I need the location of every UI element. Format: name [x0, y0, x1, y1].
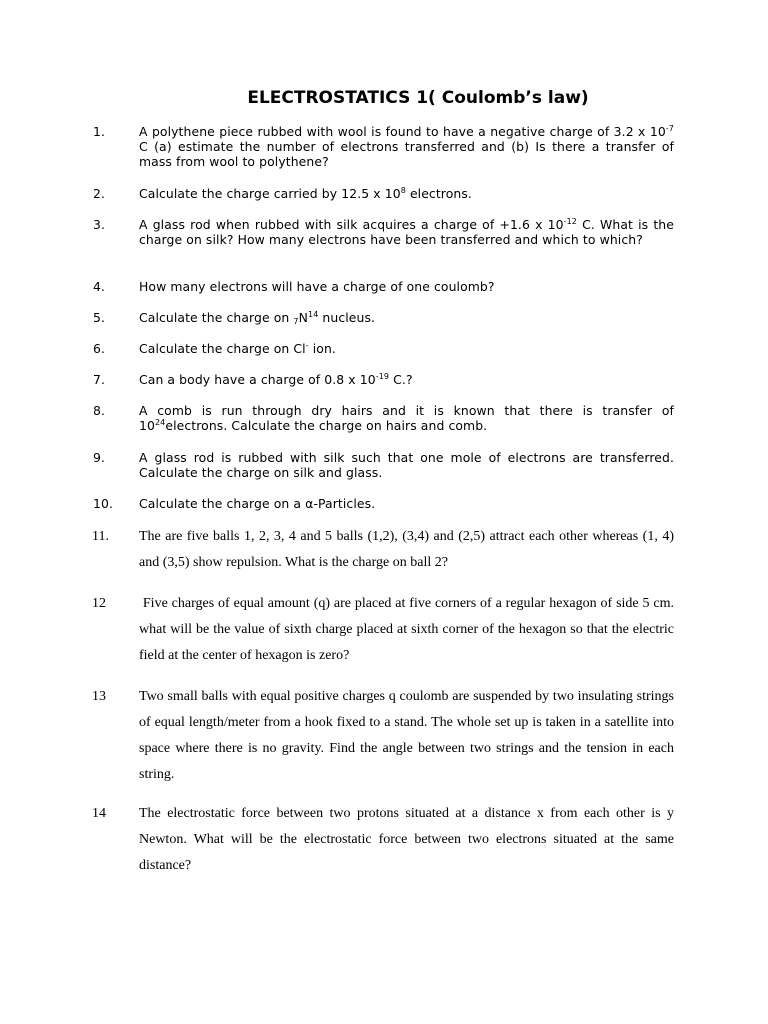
question-number: 5.: [93, 310, 106, 325]
question-number: 13: [92, 689, 106, 704]
question-text: Can a body have a charge of 0.8 x $10^{-19}$ C.?: [139, 372, 413, 387]
question-number: 10.: [93, 496, 114, 511]
question-number: 6.: [93, 341, 106, 356]
question-text: Five charges of equal amount (q) are placed at five corners of a regular hexagon of side 5 cm. what will be the value of sixth charge placed at sixth corner of the hexagon so that the electric field at the center of hexagon is zero?: [139, 596, 678, 663]
question-text: A polythene piece rubbed with wool is found to have a negative charge of 3.2 x $10^{-7}$ C (a) estimate the number of electrons transferred and (b) Is there a transfer of mass from wool to polythene?: [139, 124, 674, 169]
question-number: 2.: [93, 186, 106, 201]
question-text: Calculate the charge carried by 12.5 x $10^8$ electrons.: [139, 186, 472, 201]
question-number: 7.: [93, 372, 106, 387]
question-text: Calculate the charge on Cl- ion.: [139, 341, 336, 356]
question-number: 1.: [93, 124, 106, 139]
question-text: Calculate the charge on $_7N^{14}$ nucleus.: [139, 310, 376, 326]
question-text: The electrostatic force between two protons situated at a distance x from each other is y Newton. What will be the electrostatic force between two electrons situated at the same distance?: [139, 806, 674, 873]
question-number: 14: [92, 806, 106, 821]
question-text: A glass rod when rubbed with silk acquires a charge of +1.6 x $10^{-12}$ C. What is the charge on silk? How many electrons have been transferred and which to which?: [139, 217, 674, 247]
question-text: Two small balls with equal positive charges q coulomb are suspended by two insulating strings of equal length/meter from a hook fixed to a stand. The whole set up is taken in a satellite into space where there is no gravity. Find the angle between two strings and the tension in each string.: [139, 689, 674, 782]
question-number: 12: [92, 596, 106, 611]
question-number: 4.: [93, 279, 106, 294]
question-text: A glass rod is rubbed with silk such that one mole of electrons are transferred. Calculate the charge on silk and glass.: [139, 450, 674, 480]
page-title: ELECTROSTATICS 1( Coulomb’s law): [247, 88, 589, 108]
question-text: Calculate the charge on a α-Particles.: [139, 496, 376, 511]
question-number: 11.: [92, 529, 109, 544]
question-text: A comb is run through dry hairs and it is known that there is transfer of $10^{24}electrons$. Calculate the charge on hairs and comb.: [139, 403, 674, 433]
question-text: The are five balls 1, 2, 3, 4 and 5 balls (1,2), (3,4) and (2,5) attract each other whereas (1, 4) and (3,5) show repulsion. What is the charge on ball 2?: [139, 529, 674, 570]
question-number: 3.: [93, 217, 106, 232]
question-number: 8.: [93, 403, 106, 418]
question-text: How many electrons will have a charge of one coulomb?: [139, 279, 495, 294]
question-number: 9.: [93, 450, 106, 465]
